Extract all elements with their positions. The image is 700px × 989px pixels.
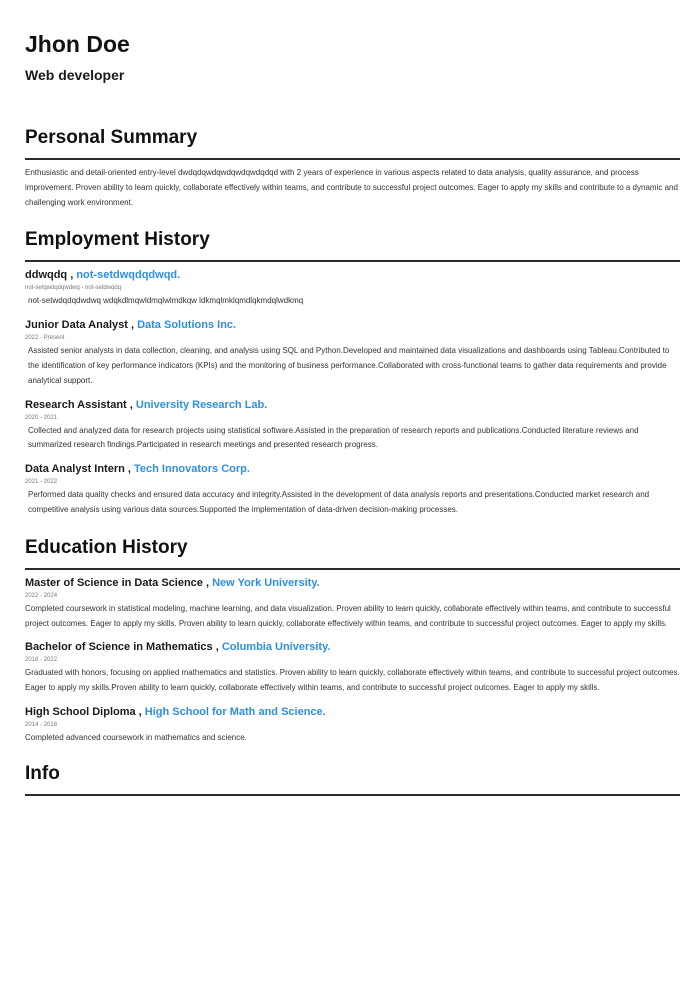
employment-heading: Employment History [25, 229, 210, 251]
education-section [25, 536, 680, 746]
employment-entry [25, 462, 680, 518]
education-entry [25, 640, 680, 696]
candidate-name: Jhon Doe [25, 31, 130, 57]
section-divider [25, 260, 680, 262]
job-dates: 2022 - Present [25, 335, 65, 342]
job-dates: 2021 - 2022 [25, 479, 58, 486]
employment-entry [25, 268, 680, 309]
education-entry-heading: Master of Science in Data Science , New York University. [25, 576, 320, 589]
summary-section [25, 126, 680, 210]
education-list [25, 576, 680, 746]
candidate-title: Web developer [25, 67, 125, 83]
job-role: Junior Data Analyst [25, 319, 128, 332]
info-heading: Info [25, 762, 60, 784]
degree-title: Master of Science in Data Science [25, 576, 203, 589]
education-entry-heading: High School Diploma , High School for Math and Science. [25, 705, 326, 718]
job-description: Assisted senior analysts in data collection, cleaning, and analysis using SQL and Python.Developed and maintained data visualizations and dashboards using Tableau.Contributed to the identification of key performance indicators (KPIs) and the monitoring of business performance.Collaborated with cross-functional teams to gather data requirements and provide analytical support. [28, 346, 670, 385]
job-description: Collected and analyzed data for research projects using statistical software.Assisted in the preparation of research reports and publications.Conducted literature reviews and summarized research findings.Participated in research meetings and presented research progress. [28, 425, 639, 450]
employment-entry-heading: Junior Data Analyst , Data Solutions Inc. [25, 319, 237, 332]
company-link[interactable]: Data Solutions Inc. [137, 319, 237, 332]
summary-text: Enthusiastic and detail-oriented entry-level dwdqdqwdqwdqwdqwdqdqd with 2 years of experience in various aspects related to data analysis, quality assurance, and process improvement. Proven ability to learn quickly, collaborate effectively within teams, and contribute to successful project outcomes. Eager to apply my skills and contribute to a dynamic and challenging work environment. [25, 168, 678, 207]
education-description: Completed advanced coursework in mathematics and science. [25, 732, 247, 742]
job-role: ddwqdq [25, 269, 68, 282]
company-link[interactable]: University Research Lab. [135, 398, 268, 411]
education-dates: 2022 - 2024 [25, 592, 58, 599]
section-divider [25, 794, 680, 796]
education-entry-heading: Bachelor of Science in Mathematics , Columbia University. [25, 641, 331, 654]
employment-entry-heading: Research Assistant , University Research Lab. [25, 398, 268, 411]
employment-entry [25, 398, 680, 454]
job-dates: not-setqwdqdqwdwq - not-setdwqdq [25, 285, 122, 292]
education-heading: Education History [25, 536, 188, 558]
education-entry [25, 705, 680, 746]
job-role: Research Assistant [25, 398, 127, 411]
section-divider [25, 568, 680, 570]
company-link[interactable]: not-setdwqdqdwqd. [76, 269, 181, 282]
school-link[interactable]: New York University. [212, 576, 320, 589]
education-entry [25, 576, 680, 632]
degree-title: High School Diploma [25, 705, 136, 718]
job-role: Data Analyst Intern [25, 463, 125, 476]
school-link[interactable]: Columbia University. [221, 641, 331, 654]
education-dates: 2018 - 2022 [25, 657, 58, 664]
job-description: not-setwdqdqdwdwq wdqkdlmqwldmqlwlmdkqw ldkmqlmklqmdlqkmdqlwdkmq [28, 296, 304, 306]
employment-entry-heading: ddwqdq , not-setdwqdqdwqd. [25, 269, 181, 282]
job-description: Performed data quality checks and ensured data accuracy and integrity.Assisted in the development of data analysis reports and presentations.Conducted market research and competitive analysis using various data sources.Supported the implementation of data-driven decision-making processes. [28, 490, 650, 514]
company-link[interactable]: Tech Innovators Corp. [134, 463, 250, 476]
summary-heading: Personal Summary [25, 127, 198, 148]
education-dates: 2014 - 2018 [25, 721, 58, 728]
job-dates: 2020 - 2021 [25, 414, 58, 421]
degree-title: Bachelor of Science in Mathematics [25, 641, 213, 654]
employment-entry-heading: Data Analyst Intern , Tech Innovators Corp. [25, 463, 250, 476]
section-divider [25, 158, 680, 160]
employment-section [25, 228, 680, 517]
info-section [25, 762, 680, 796]
employment-list [25, 268, 680, 517]
education-description: Completed coursework in statistical modeling, machine learning, and data visualization. Proven ability to learn quickly, collaborate effectively within teams, and contribute to successful project outcomes. Eager to apply my skills. Proven ability to learn quickly, collaborate effectively within teams, and contribute to successful project outcomes. Eager to apply my skills. [25, 603, 671, 628]
employment-entry [25, 318, 680, 388]
education-description: Graduated with honors, focusing on applied mathematics and statistics. Proven ability to learn quickly, collaborate effectively within teams, and contribute to successful project outcomes. Eager to apply my skills.Proven ability to learn quickly, collaborate effectively within teams, and contribute to successful project outcomes. Eager to apply my skills. [25, 668, 680, 693]
school-link[interactable]: High School for Math and Science. [144, 705, 326, 718]
